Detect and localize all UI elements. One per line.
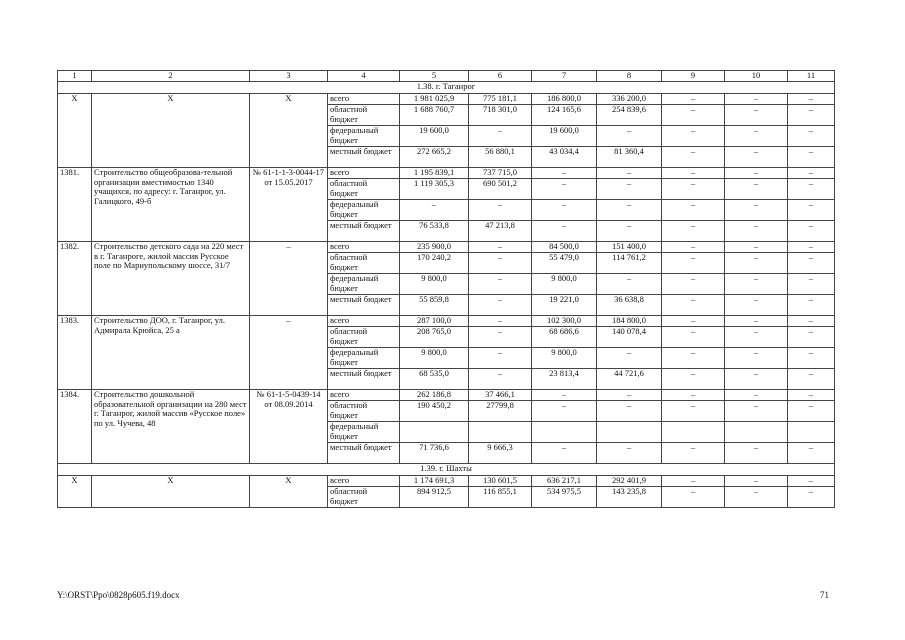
column-header-row	[58, 71, 835, 82]
amount-cell: –	[725, 168, 788, 179]
amount-cell: –	[725, 487, 788, 508]
amount-cell: 114 761,2	[597, 253, 662, 274]
amount-cell	[662, 422, 725, 443]
budget-source-label: областной бюджет	[328, 253, 400, 274]
amount-cell: 130 601,5	[469, 476, 532, 487]
amount-cell: 272 665,2	[400, 147, 469, 168]
amount-cell: 636 217,1	[532, 476, 597, 487]
amount-cell: –	[597, 401, 662, 422]
object-name: Х	[92, 94, 250, 168]
amount-cell: 292 401,9	[597, 476, 662, 487]
amount-cell: –	[597, 200, 662, 221]
amount-cell: 718 301,0	[469, 105, 532, 126]
amount-cell: 102 300,0	[532, 316, 597, 327]
amount-cell: 1 688 760,7	[400, 105, 469, 126]
amount-cell: –	[788, 253, 835, 274]
object-number: Х	[58, 476, 92, 508]
amount-cell: 36 638,8	[597, 295, 662, 316]
budget-source-label: областной бюджет	[328, 179, 400, 200]
amount-cell: –	[532, 179, 597, 200]
amount-cell	[400, 422, 469, 443]
budget-source-label: федеральный бюджет	[328, 126, 400, 147]
amount-cell	[725, 422, 788, 443]
amount-cell: 534 975,5	[532, 487, 597, 508]
object-number: 1381.	[58, 168, 92, 242]
table-row	[58, 316, 835, 327]
amount-cell: –	[662, 242, 725, 253]
object-name: Х	[92, 476, 250, 508]
amount-cell: –	[788, 147, 835, 168]
amount-cell: 775 181,1	[469, 94, 532, 105]
amount-cell: –	[788, 348, 835, 369]
amount-cell: 170 240,2	[400, 253, 469, 274]
amount-cell: 1 981 025,9	[400, 94, 469, 105]
amount-cell: –	[788, 126, 835, 147]
amount-cell: 27799,8	[469, 401, 532, 422]
amount-cell: –	[788, 274, 835, 295]
amount-cell: –	[469, 200, 532, 221]
amount-cell: 894 912,5	[400, 487, 469, 508]
amount-cell: 1 174 691,3	[400, 476, 469, 487]
amount-cell: –	[662, 221, 725, 242]
amount-cell: –	[725, 105, 788, 126]
budget-source-label: областной бюджет	[328, 327, 400, 348]
object-document: –	[250, 316, 328, 390]
column-header: 5	[400, 71, 469, 82]
amount-cell: –	[662, 390, 725, 401]
object-name: Строительство детского сада на 220 мест в г. Таганроге, жилой массив Русское поле по Мариупольскому шоссе, 31/7	[92, 242, 250, 316]
section-row	[58, 464, 835, 476]
amount-cell: –	[725, 476, 788, 487]
amount-cell: 19 600,0	[532, 126, 597, 147]
column-header: 2	[92, 71, 250, 82]
amount-cell: –	[725, 147, 788, 168]
budget-source-label: местный бюджет	[328, 147, 400, 168]
budget-source-label: всего	[328, 168, 400, 179]
amount-cell: –	[532, 401, 597, 422]
amount-cell: –	[662, 487, 725, 508]
amount-cell: –	[662, 401, 725, 422]
budget-source-label: местный бюджет	[328, 443, 400, 464]
amount-cell: –	[662, 126, 725, 147]
amount-cell: –	[662, 316, 725, 327]
amount-cell: 190 450,2	[400, 401, 469, 422]
amount-cell: 19 221,0	[532, 295, 597, 316]
budget-source-label: федеральный бюджет	[328, 422, 400, 443]
table-row	[58, 242, 835, 253]
amount-cell: 124 165,6	[532, 105, 597, 126]
amount-cell: –	[725, 390, 788, 401]
amount-cell: –	[532, 168, 597, 179]
column-header: 8	[597, 71, 662, 82]
amount-cell: –	[788, 327, 835, 348]
section-title: 1.38. г. Таганрог	[58, 82, 835, 94]
amount-cell: 116 855,1	[469, 487, 532, 508]
column-header: 11	[788, 71, 835, 82]
column-header: 9	[662, 71, 725, 82]
footer-page-number: 71	[820, 590, 829, 600]
amount-cell: –	[725, 274, 788, 295]
amount-cell: 9 800,0	[532, 348, 597, 369]
amount-cell: 184 800,0	[597, 316, 662, 327]
amount-cell: –	[662, 274, 725, 295]
amount-cell	[469, 422, 532, 443]
amount-cell	[532, 422, 597, 443]
amount-cell: –	[725, 179, 788, 200]
amount-cell: –	[532, 221, 597, 242]
amount-cell: –	[725, 253, 788, 274]
amount-cell: 9 800,0	[400, 348, 469, 369]
amount-cell: 81 360,4	[597, 147, 662, 168]
amount-cell: 737 715,0	[469, 168, 532, 179]
amount-cell: –	[597, 348, 662, 369]
amount-cell: 262 186,8	[400, 390, 469, 401]
amount-cell: 254 839,6	[597, 105, 662, 126]
amount-cell: –	[400, 200, 469, 221]
amount-cell: 55 479,0	[532, 253, 597, 274]
budget-source-label: федеральный бюджет	[328, 348, 400, 369]
table-row	[58, 94, 835, 105]
object-number: Х	[58, 94, 92, 168]
table-row	[58, 168, 835, 179]
amount-cell: 186 800,0	[532, 94, 597, 105]
amount-cell: –	[788, 179, 835, 200]
amount-cell: –	[597, 168, 662, 179]
amount-cell: –	[725, 126, 788, 147]
amount-cell: –	[788, 369, 835, 390]
amount-cell: –	[788, 476, 835, 487]
amount-cell: –	[788, 443, 835, 464]
amount-cell: 84 500,0	[532, 242, 597, 253]
amount-cell: –	[469, 274, 532, 295]
object-name: Строительство ДОО, г. Таганрог, ул. Адмирала Крюйса, 25 а	[92, 316, 250, 390]
column-header: 6	[469, 71, 532, 82]
amount-cell: –	[469, 253, 532, 274]
amount-cell: –	[725, 242, 788, 253]
object-document: Х	[250, 476, 328, 508]
amount-cell: –	[662, 253, 725, 274]
amount-cell: –	[662, 168, 725, 179]
amount-cell: –	[469, 242, 532, 253]
budget-source-label: всего	[328, 94, 400, 105]
amount-cell: 23 813,4	[532, 369, 597, 390]
amount-cell: –	[725, 327, 788, 348]
amount-cell: –	[662, 295, 725, 316]
object-number: 1382.	[58, 242, 92, 316]
amount-cell: –	[788, 242, 835, 253]
table-row	[58, 390, 835, 401]
amount-cell: –	[725, 316, 788, 327]
amount-cell: –	[532, 390, 597, 401]
amount-cell: 143 235,8	[597, 487, 662, 508]
object-number: 1383.	[58, 316, 92, 390]
object-number: 1384.	[58, 390, 92, 464]
budget-source-label: местный бюджет	[328, 221, 400, 242]
amount-cell	[597, 422, 662, 443]
object-document: –	[250, 242, 328, 316]
amount-cell: –	[788, 487, 835, 508]
amount-cell: 9 666,3	[469, 443, 532, 464]
budget-table-body	[58, 71, 835, 508]
amount-cell: –	[662, 327, 725, 348]
amount-cell: –	[662, 369, 725, 390]
amount-cell: 336 200,0	[597, 94, 662, 105]
section-title: 1.39. г. Шахты	[58, 464, 835, 476]
amount-cell: 37 466,1	[469, 390, 532, 401]
amount-cell: 47 213,8	[469, 221, 532, 242]
amount-cell: 68 535,0	[400, 369, 469, 390]
amount-cell: –	[725, 369, 788, 390]
amount-cell: 287 100,0	[400, 316, 469, 327]
amount-cell: –	[662, 147, 725, 168]
amount-cell: –	[725, 94, 788, 105]
budget-source-label: федеральный бюджет	[328, 200, 400, 221]
amount-cell: –	[597, 221, 662, 242]
amount-cell: –	[788, 316, 835, 327]
amount-cell: 55 859,8	[400, 295, 469, 316]
amount-cell: 1 195 839,1	[400, 168, 469, 179]
amount-cell: –	[662, 179, 725, 200]
amount-cell: –	[597, 443, 662, 464]
amount-cell: –	[725, 200, 788, 221]
amount-cell: –	[597, 179, 662, 200]
amount-cell: 9 800,0	[400, 274, 469, 295]
amount-cell: –	[725, 221, 788, 242]
amount-cell: –	[788, 401, 835, 422]
amount-cell: –	[662, 443, 725, 464]
amount-cell: –	[788, 105, 835, 126]
amount-cell	[788, 422, 835, 443]
amount-cell: –	[725, 443, 788, 464]
amount-cell: 56 880,1	[469, 147, 532, 168]
column-header: 7	[532, 71, 597, 82]
amount-cell: –	[597, 274, 662, 295]
footer-file-path: Y:\ORST\Ppo\0828p605.f19.docx	[57, 590, 180, 600]
amount-cell: 151 400,0	[597, 242, 662, 253]
column-header: 10	[725, 71, 788, 82]
amount-cell: 1 119 305,3	[400, 179, 469, 200]
amount-cell: –	[469, 126, 532, 147]
amount-cell: –	[662, 476, 725, 487]
budget-source-label: федеральный бюджет	[328, 274, 400, 295]
amount-cell: –	[662, 348, 725, 369]
amount-cell: –	[532, 200, 597, 221]
column-header: 4	[328, 71, 400, 82]
amount-cell: –	[469, 327, 532, 348]
amount-cell: 68 686,6	[532, 327, 597, 348]
amount-cell: –	[788, 221, 835, 242]
section-row	[58, 82, 835, 94]
budget-table	[57, 70, 835, 508]
amount-cell: 9 800,0	[532, 274, 597, 295]
amount-cell: –	[725, 348, 788, 369]
object-name: Строительство общеобразова-тельной организации вместимостью 1340 учащихся, по адресу: г. Таганрог, ул. Галицкого, 49-б	[92, 168, 250, 242]
budget-source-label: областной бюджет	[328, 487, 400, 508]
amount-cell: –	[788, 200, 835, 221]
amount-cell: –	[662, 94, 725, 105]
amount-cell: 44 721,6	[597, 369, 662, 390]
amount-cell: –	[725, 295, 788, 316]
budget-source-label: всего	[328, 390, 400, 401]
amount-cell: –	[469, 369, 532, 390]
object-name: Строительство дошкольной образовательной организации на 280 мест г. Таганрог, жилой массив «Русское поле» по ул. Чучева, 48	[92, 390, 250, 464]
amount-cell: 19 600,0	[400, 126, 469, 147]
amount-cell: –	[662, 200, 725, 221]
amount-cell: 140 078,4	[597, 327, 662, 348]
budget-source-label: всего	[328, 242, 400, 253]
amount-cell: –	[662, 105, 725, 126]
amount-cell: –	[532, 443, 597, 464]
amount-cell: 208 765,0	[400, 327, 469, 348]
budget-source-label: областной бюджет	[328, 401, 400, 422]
amount-cell: –	[469, 348, 532, 369]
object-document: № 61-1-5-0439-14 от 08.09.2014	[250, 390, 328, 464]
amount-cell: –	[788, 295, 835, 316]
amount-cell: –	[469, 295, 532, 316]
budget-source-label: всего	[328, 476, 400, 487]
budget-source-label: всего	[328, 316, 400, 327]
budget-source-label: местный бюджет	[328, 369, 400, 390]
object-document: Х	[250, 94, 328, 168]
column-header: 1	[58, 71, 92, 82]
amount-cell: 43 034,4	[532, 147, 597, 168]
budget-source-label: местный бюджет	[328, 295, 400, 316]
amount-cell: –	[788, 168, 835, 179]
amount-cell: 71 736,6	[400, 443, 469, 464]
amount-cell: –	[597, 390, 662, 401]
amount-cell: 76 533,8	[400, 221, 469, 242]
table-row	[58, 476, 835, 487]
amount-cell: 690 501,2	[469, 179, 532, 200]
amount-cell: –	[725, 401, 788, 422]
amount-cell: 235 900,0	[400, 242, 469, 253]
amount-cell: –	[469, 316, 532, 327]
column-header: 3	[250, 71, 328, 82]
amount-cell: –	[788, 94, 835, 105]
budget-source-label: областной бюджет	[328, 105, 400, 126]
amount-cell: –	[597, 126, 662, 147]
amount-cell: –	[788, 390, 835, 401]
object-document: № 61-1-1-3-0044-17 от 15.05.2017	[250, 168, 328, 242]
